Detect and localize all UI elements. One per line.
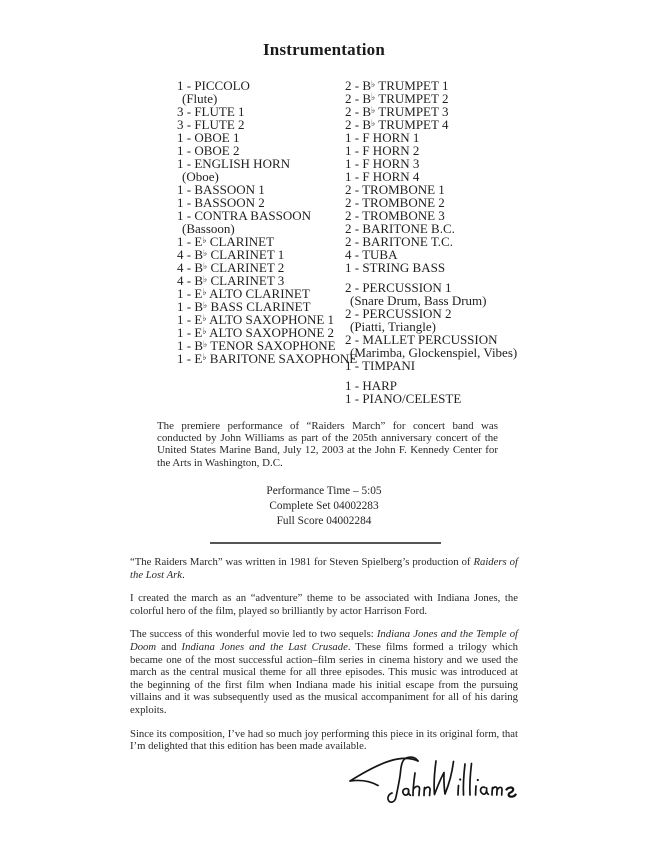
instrument-line: 1 - TIMPANI <box>345 358 416 373</box>
performance-time: Performance Time – 5:05 <box>266 485 382 497</box>
instrument-line: 1 - F HORN 4 <box>345 169 420 184</box>
john-williams-signature <box>342 748 532 813</box>
complete-set-number: Complete Set 04002283 <box>269 500 379 513</box>
instrument-line: 2 - BARITONE B.C. <box>345 221 455 236</box>
flat-symbol: ♭ <box>202 352 207 362</box>
flat-symbol: ♭ <box>203 261 208 271</box>
instrument-line: (Marimba, Glockenspiel, Vibes) <box>350 345 518 360</box>
paragraph-text: I created the march as an “adventure” theme to be associated with Indiana Jones, the colorful hero of the film, played so brilliantly by actor Harrison Ford. <box>130 592 518 617</box>
premiere-note: The premiere performance of “Raiders March” for concert band was conducted by John Williams as part of the 205th anniversary concert of the United States Marine Band, July 12, 2003 at the John F. Kennedy Center for the Arts in Washington, D.C. <box>157 420 498 469</box>
instrument-line: 1 - F HORN 3 <box>345 156 420 171</box>
instrument-line: 1 - E♭ BARITONE SAXOPHONE <box>177 351 358 366</box>
instrument-line: 3 - FLUTE 2 <box>177 117 245 132</box>
film-title-italic: Indiana Jones and the Last Crusade <box>181 640 348 653</box>
instrument-line: 4 - B♭ CLARINET 3 <box>177 273 285 288</box>
page-title: Instrumentation <box>262 40 385 59</box>
instrument-line: 4 - B♭ CLARINET 1 <box>177 247 285 262</box>
instrument-line: 1 - E♭ CLARINET <box>177 234 275 249</box>
paragraph-text: “The Raiders March” was written in 1981 for Steven Spielberg’s production of <box>130 556 474 568</box>
instrument-column-right <box>345 79 517 405</box>
flat-symbol: ♭ <box>371 118 376 128</box>
instrument-line: (Piatti, Triangle) <box>350 319 436 334</box>
instrument-line: 1 - F HORN 1 <box>345 130 420 145</box>
instrument-line: 2 - B♭ TRUMPET 3 <box>345 104 449 119</box>
full-score-number: Full Score 04002284 <box>276 515 372 528</box>
paragraph-text: . <box>182 568 185 581</box>
flat-symbol: ♭ <box>202 235 207 245</box>
instrument-line: 1 - ENGLISH HORN <box>177 156 291 171</box>
instrument-line: 1 - BASSOON 1 <box>177 182 265 197</box>
instrument-line: (Bassoon) <box>182 221 235 236</box>
instrument-line: 1 - HARP <box>345 378 398 393</box>
instrument-line: 1 - BASSOON 2 <box>177 195 265 210</box>
flat-symbol: ♭ <box>202 287 207 297</box>
instrument-line: (Snare Drum, Bass Drum) <box>350 293 487 308</box>
instrument-line: 4 - TUBA <box>345 247 398 262</box>
flat-symbol: ♭ <box>371 79 376 89</box>
instrument-line: 2 - B♭ TRUMPET 4 <box>345 117 449 132</box>
instrument-line: 1 - OBOE 1 <box>177 130 240 145</box>
film-title-italic: Raiders of the Lost Ark <box>130 556 518 581</box>
instrument-line: (Flute) <box>182 91 218 106</box>
instrument-line: (Oboe) <box>182 169 219 184</box>
publication-details <box>0 484 648 530</box>
instrument-line: 1 - OBOE 2 <box>177 143 240 158</box>
program-note-paragraph <box>130 628 518 716</box>
instrument-line: 3 - FLUTE 1 <box>177 104 245 119</box>
flat-symbol: ♭ <box>202 313 207 323</box>
instrument-line: 2 - PERCUSSION 1 <box>345 280 452 295</box>
instrument-line: 4 - B♭ CLARINET 2 <box>177 260 285 275</box>
signature-graphic <box>342 748 532 813</box>
instrument-line: 2 - MALLET PERCUSSION <box>345 332 498 347</box>
program-note-paragraph <box>130 592 518 617</box>
film-title-italic: Indiana Jones and the Temple of Doom <box>130 628 519 653</box>
paragraph-text: Since its composition, I’ve had so much joy performing this piece in its original form, that I’m delighted that this edition has been made available. <box>130 727 518 753</box>
paragraph-text: and <box>156 640 182 653</box>
program-notes <box>130 556 518 764</box>
instrument-line: 2 - PERCUSSION 2 <box>345 306 452 321</box>
instrument-line: 1 - E♭ ALTO SAXOPHONE 2 <box>177 325 335 340</box>
instrument-line: 2 - TROMBONE 1 <box>345 182 445 197</box>
flat-symbol: ♭ <box>203 274 208 284</box>
instrument-line: 1 - E♭ ALTO CLARINET <box>177 286 310 301</box>
instrument-line: 1 - PICCOLO <box>177 78 250 93</box>
flat-symbol: ♭ <box>202 326 207 336</box>
flat-symbol: ♭ <box>371 105 376 115</box>
instrument-line: 1 - PIANO/CELESTE <box>345 391 462 406</box>
instrument-line: 2 - TROMBONE 2 <box>345 195 445 210</box>
flat-symbol: ♭ <box>203 300 208 310</box>
instrument-line: 1 - B♭ BASS CLARINET <box>177 299 311 314</box>
divider-rule <box>210 542 441 544</box>
instrument-line: 2 - B♭ TRUMPET 2 <box>345 91 449 106</box>
instrument-line: 2 - BARITONE T.C. <box>345 234 453 249</box>
instrument-line: 1 - B♭ TENOR SAXOPHONE <box>177 338 336 353</box>
program-note-paragraph <box>130 556 518 581</box>
instrument-line: 1 - F HORN 2 <box>345 143 420 158</box>
instrument-column-left <box>177 79 357 365</box>
flat-symbol: ♭ <box>203 248 208 258</box>
paragraph-text: The success of this wonderful movie led to two sequels: <box>130 628 377 641</box>
instrument-line: 1 - STRING BASS <box>345 260 446 275</box>
instrument-line: 1 - CONTRA BASSOON <box>177 208 311 223</box>
instrument-line: 2 - TROMBONE 3 <box>345 208 445 223</box>
instrument-line: 1 - E♭ ALTO SAXOPHONE 1 <box>177 312 335 327</box>
flat-symbol: ♭ <box>203 339 208 349</box>
flat-symbol: ♭ <box>371 92 376 102</box>
paragraph-text: . These films formed a trilogy which became one of the most successful action–film series in cinema history and we used the march as the central musical theme for all three episodes. This music was introduced at the beginning of the first film when Indiana made his initial escape from the pursuing villains and it was subsequently used as the musical accompaniment for all of his daring exploits. <box>130 640 518 716</box>
instrument-line: 2 - B♭ TRUMPET 1 <box>345 78 449 93</box>
